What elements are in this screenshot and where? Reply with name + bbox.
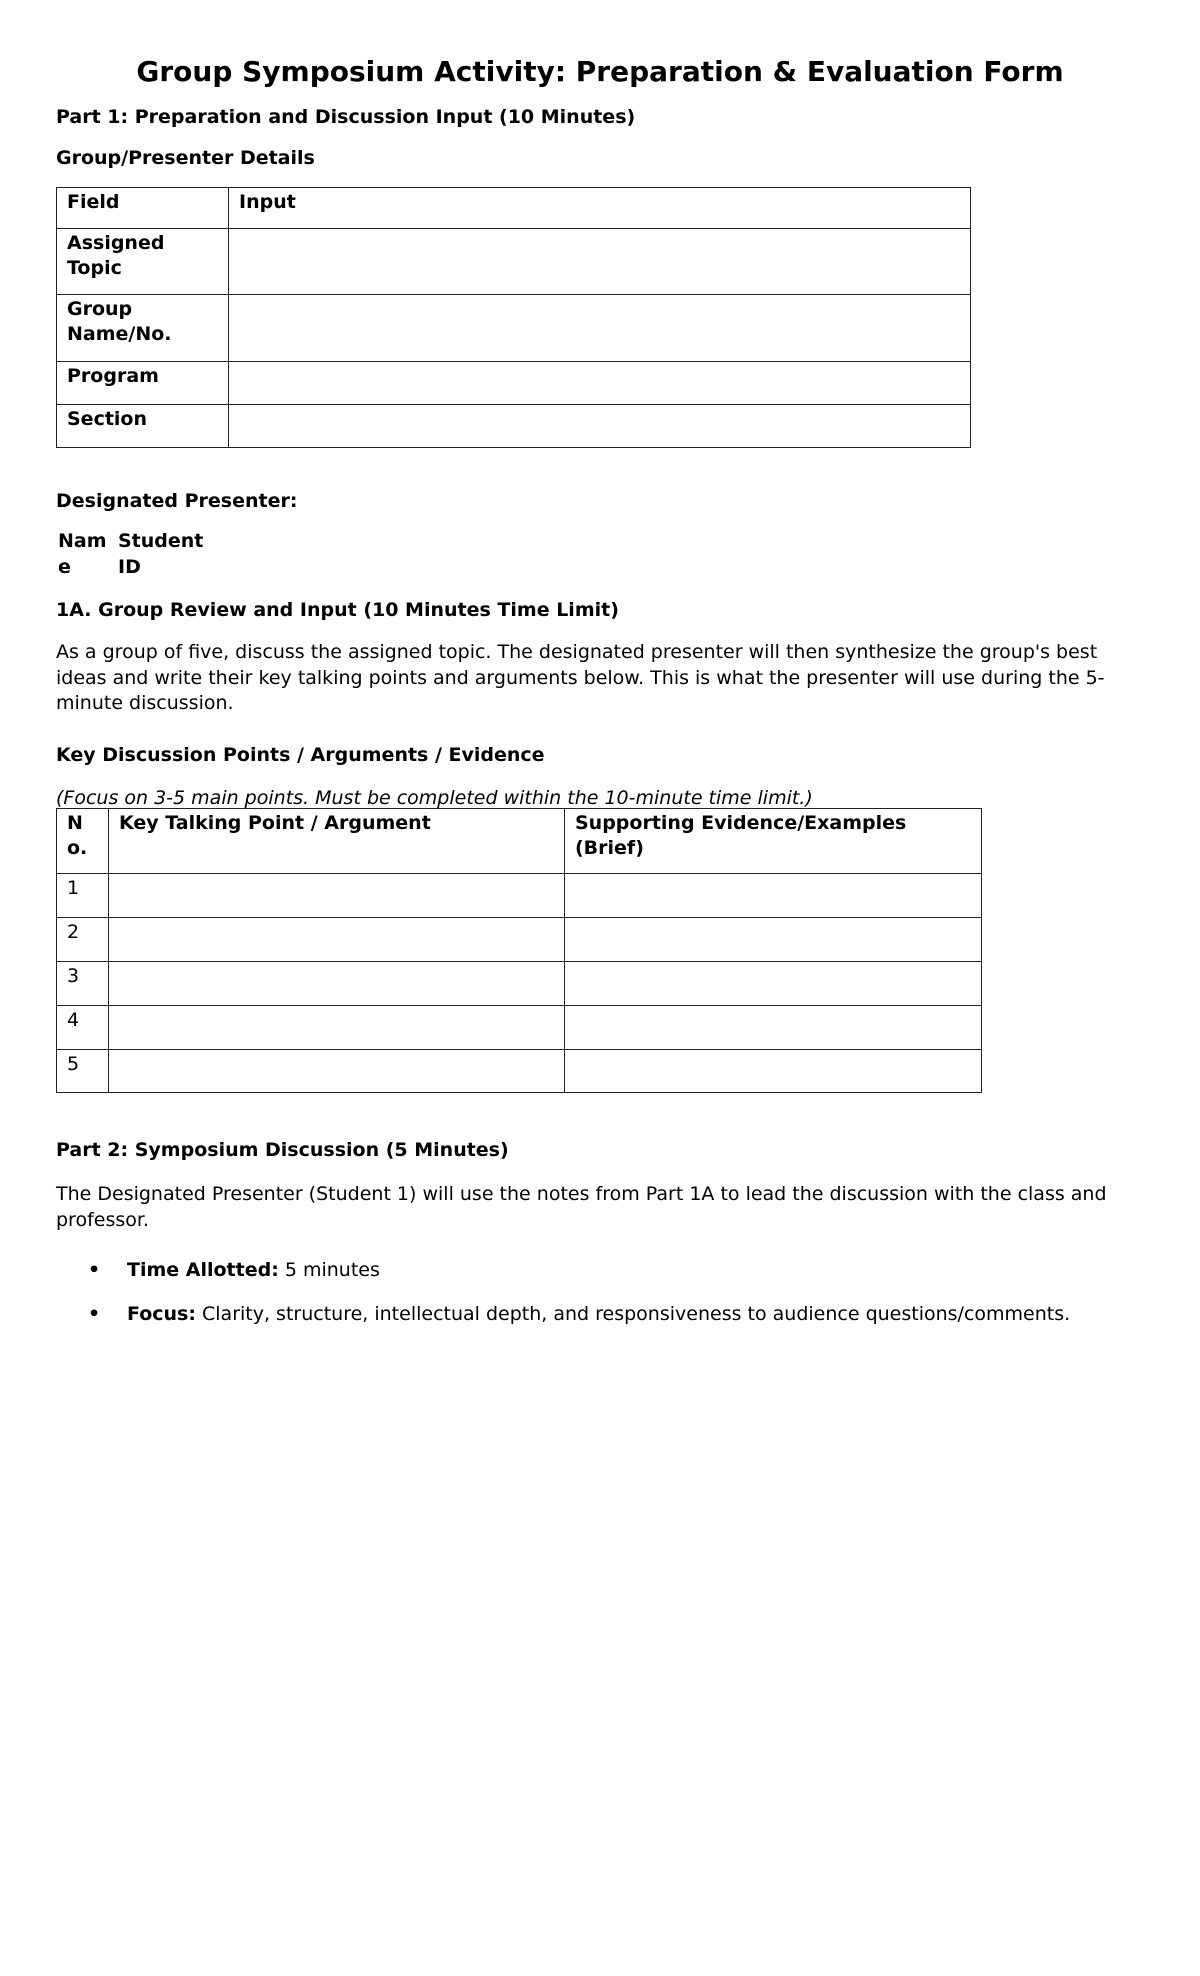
row-number: 1: [57, 874, 109, 918]
bullet-icon: •: [88, 1259, 101, 1281]
details-header-row: [57, 188, 971, 229]
column-header-talking-point: Key Talking Point / Argument: [109, 809, 565, 874]
evidence-input[interactable]: [565, 962, 982, 1006]
row-number: 2: [57, 918, 109, 962]
table-row: [57, 962, 982, 1006]
part2-heading: Part 2: Symposium Discussion (5 Minutes): [56, 1139, 509, 1161]
bullet-label: Focus:: [127, 1303, 196, 1325]
evidence-input[interactable]: [565, 1050, 982, 1093]
part2-paragraph: The Designated Presenter (Student 1) will use the notes from Part 1A to lead the discussion with the class and professor.: [56, 1183, 1107, 1231]
assigned-topic-input[interactable]: [229, 229, 971, 295]
group-name-input[interactable]: [229, 295, 971, 362]
presenter-name-label: Name: [58, 530, 107, 578]
section-1a-paragraph: As a group of five, discuss the assigned topic. The designated presenter will then synthesize the group's best ideas and write their key talking points and arguments below. This is what the presenter will use during the 5-minute discussion.: [56, 641, 1105, 714]
column-header-input: Input: [229, 188, 971, 229]
presenter-table: [56, 528, 212, 580]
points-note: (Focus on 3-5 main points. Must be completed within the 10-minute time limit.): [56, 787, 813, 809]
bullet-text: 5 minutes: [278, 1259, 380, 1281]
talking-point-input[interactable]: [109, 1006, 565, 1050]
table-row: [57, 1006, 982, 1050]
details-heading: Group/Presenter Details: [56, 147, 315, 169]
talking-point-input[interactable]: [109, 1050, 565, 1093]
column-header-evidence: Supporting Evidence/Examples (Brief): [565, 809, 982, 874]
field-label-assigned-topic: Assigned Topic: [57, 229, 229, 295]
field-label-group-name: Group Name/No.: [57, 295, 229, 362]
program-input[interactable]: [229, 362, 971, 405]
table-row: [57, 229, 971, 295]
bullet-item-focus: [88, 1302, 1070, 1326]
document-title: Group Symposium Activity: Preparation & Evaluation Form: [136, 55, 1064, 88]
bullet-icon: •: [88, 1303, 101, 1325]
bullet-label: Time Allotted:: [127, 1259, 279, 1281]
section-input[interactable]: [229, 405, 971, 448]
table-row: [57, 295, 971, 362]
column-header-no: No.: [57, 809, 109, 874]
part1-heading: Part 1: Preparation and Discussion Input (10 Minutes): [56, 106, 636, 128]
talking-point-input[interactable]: [109, 874, 565, 918]
field-label-section: Section: [57, 405, 229, 448]
evidence-input[interactable]: [565, 1006, 982, 1050]
talking-point-input[interactable]: [109, 918, 565, 962]
field-label-program: Program: [57, 362, 229, 405]
row-number: 5: [57, 1050, 109, 1093]
table-row: [57, 918, 982, 962]
talking-point-input[interactable]: [109, 962, 565, 1006]
points-header-row: [57, 809, 982, 874]
points-table: [56, 808, 982, 1093]
details-table: [56, 187, 971, 448]
table-row: [57, 362, 971, 405]
bullet-text: Clarity, structure, intellectual depth, and responsiveness to audience questions/comments.: [195, 1303, 1071, 1325]
row-number: 3: [57, 962, 109, 1006]
points-heading: Key Discussion Points / Arguments / Evidence: [56, 744, 545, 766]
table-row: [57, 405, 971, 448]
evidence-input[interactable]: [565, 918, 982, 962]
table-row: [57, 1050, 982, 1093]
presenter-student-id-label: Student ID: [118, 530, 204, 578]
section-1a-heading: 1A. Group Review and Input (10 Minutes Time Limit): [56, 599, 619, 621]
row-number: 4: [57, 1006, 109, 1050]
bullet-item-time-allotted: [88, 1258, 380, 1282]
column-header-field: Field: [57, 188, 229, 229]
evidence-input[interactable]: [565, 874, 982, 918]
table-row: [57, 874, 982, 918]
presenter-heading: Designated Presenter:: [56, 490, 298, 512]
